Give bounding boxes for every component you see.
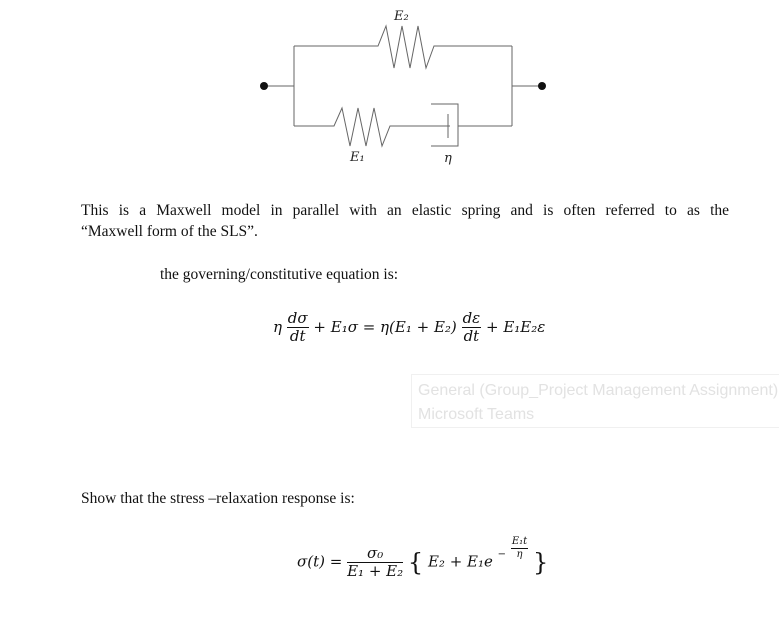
right-terminal: [538, 82, 546, 90]
eq2-exponent: −: [497, 548, 507, 560]
eq1-tail: + E₁E₂ε: [486, 317, 546, 336]
description-line-2: “Maxwell form of the SLS”.: [81, 223, 258, 240]
dashpot-eta: [431, 104, 512, 146]
eq1-middle: + E₁σ = η(E₁ + E₂): [313, 317, 457, 336]
label-eta: η: [444, 151, 452, 166]
sls-circuit-diagram: [0, 0, 779, 175]
teams-notification-toast[interactable]: [411, 374, 779, 428]
eq1-fraction-deps-dt: $\frac{d\varepsilon}{dt}$: [462, 309, 481, 346]
eq1-eta: η: [273, 317, 282, 336]
description-line-1: This is a Maxwell model in parallel with an elastic spring and is often referred to as the: [81, 202, 729, 219]
eq1-fraction-dsigma-dt: $\frac{d\sigma}{dt}$: [287, 309, 308, 346]
show-instruction: Show that the stress –relaxation response is:: [81, 490, 355, 507]
eq2-fraction: $\frac{\text{σ₀}}{\text{E₁ + E₂}}$: [347, 543, 404, 580]
governing-intro: the governing/constitutive equation is:: [160, 266, 399, 283]
spring-e1: [294, 108, 450, 146]
notification-title: General (Group_Project Management Assignment): [418, 382, 779, 399]
eq2-exponent-fraction: $\frac{\text{E₁t}}{\eta}$: [511, 536, 528, 560]
eq2-body: E₂ + E₁e: [427, 552, 493, 571]
left-terminal: [260, 82, 268, 90]
constitutive-equation: [273, 310, 545, 346]
stress-relaxation-equation: [297, 536, 548, 580]
spring-e2: [294, 26, 512, 68]
notification-app: Microsoft Teams: [418, 406, 535, 423]
eq2-brace-close: }: [532, 548, 549, 577]
eq2-lhs: σ(t) =: [297, 552, 343, 571]
description-paragraph: [81, 200, 729, 242]
eq2-brace-open: {: [407, 548, 424, 577]
label-e1: E₁: [350, 150, 365, 165]
label-e2: E₂: [394, 9, 409, 24]
